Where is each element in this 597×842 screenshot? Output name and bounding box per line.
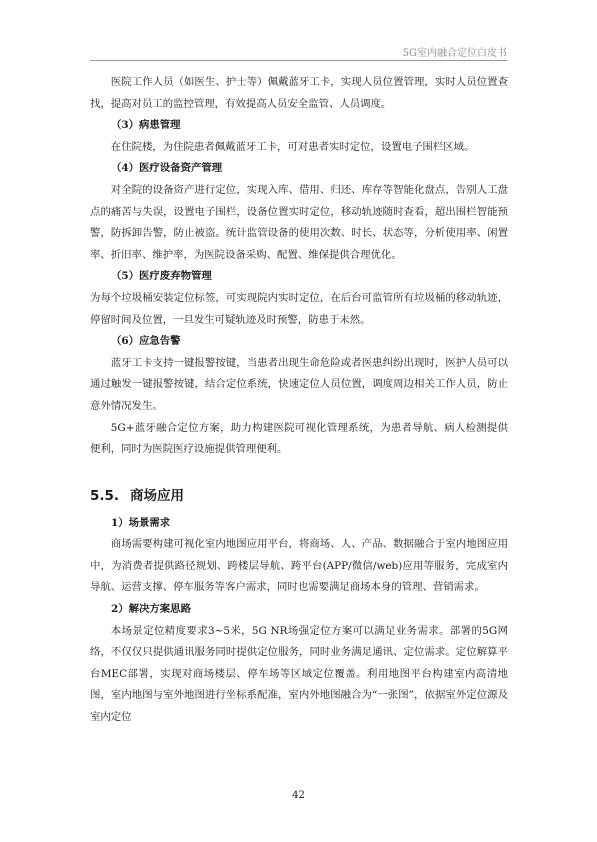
section-heading — [90, 479, 508, 513]
paragraph-summary: 5G+蓝牙融合定位方案，助力构建医院可视化管理系统，为患者导航、病人检测提供便利，同时为医院医疗设施提供管理便利。 — [90, 421, 508, 456]
paragraph-medical-waste: 为每个垃圾桶安装定位标签，可实现院内实时定位，在后台可监管所有垃圾桶的移动轨迹，停留时间及位置，一旦发生可疑轨迹及时预警，防患于未然。 — [90, 291, 508, 326]
section-title: 商场应用 — [130, 487, 184, 504]
paragraph-emergency-alarm: 蓝牙工卡支持一键报警按键，当患者出现生命危险或者医患纠纷出现时，医护人员可以通过触发一键报警按键，结合定位系统，快速定位人员位置，调度周边相关工作人员，防止意外情况发生。 — [90, 356, 508, 412]
heading-solution-approach: 2）解决方案思路 — [111, 603, 191, 616]
paragraph-medical-equipment: 对全院的设备资产进行定位，实现入库、借用、归还、库存等智能化盘点，告别人工盘点的痛苦与失误，设置电子围栏，设备位置实时定位，移动轨迹随时查看，超出围栏智能预警，防拆卸告警，防止被盗。统计监管设备的使用次数、时长、状态等，分析使用率、闲置率、折旧率、维护率，为医院设备采购、配置、维保提供合理优化。 — [90, 183, 508, 261]
heading-medical-equipment: （4）医疗设备资产管理 — [111, 162, 223, 175]
heading-medical-waste: （5）医疗废弃物管理 — [111, 270, 212, 283]
paragraph-staff-location: 医院工作人员（如医生、护士等）佩戴蓝牙工卡，实现人员位置管理，实时人员位置查找，提高对员工的监控管理，有效提高人员安全监管、人员调度。 — [90, 76, 508, 110]
section-number: 5.5. — [90, 487, 120, 504]
heading-patient-management: （3）病患管理 — [111, 119, 181, 132]
header-rule — [90, 60, 507, 61]
heading-scenario-requirements: 1）场景需求 — [111, 516, 171, 529]
page-body — [90, 72, 508, 729]
section-gap — [90, 461, 508, 479]
paragraph-solution-approach: 本场景定位精度要求3~5米，5G NR场强定位方案可以满足业务需求。部署的5G网络，不仅仅只提供通讯服务同时提供定位服务，同时业务满足通讯、定位需求。定位解算平台MEC部署，实现对商场楼层、停车场等区域定位覆盖。利用地图平台构建室内高清地图，室内地图与室外地图进行坐标系配准，室内外地图融合为“一张图”，依据室外定位源及室内定位 — [90, 624, 508, 724]
heading-emergency-alarm: （6）应急告警 — [111, 335, 181, 348]
paragraph-scenario-requirements: 商场需要构建可视化室内地图应用平台，将商场、人、产品、数据融合于室内地图应用中，为消费者提供路径规划、跨楼层导航、跨平台(APP/微信/web)应用等服务，完成室内导航、运营支撑、停车服务等客户需求，同时也需要满足商场本身的管理、营销需求。 — [90, 538, 508, 594]
header-title: 5G室内融合定位白皮书 — [402, 48, 507, 59]
paragraph-patient-management: 在住院楼，为住院患者佩戴蓝牙工卡，可对患者实时定位，设置电子围栏区域。 — [110, 140, 475, 153]
page-number: 42 — [292, 790, 305, 801]
